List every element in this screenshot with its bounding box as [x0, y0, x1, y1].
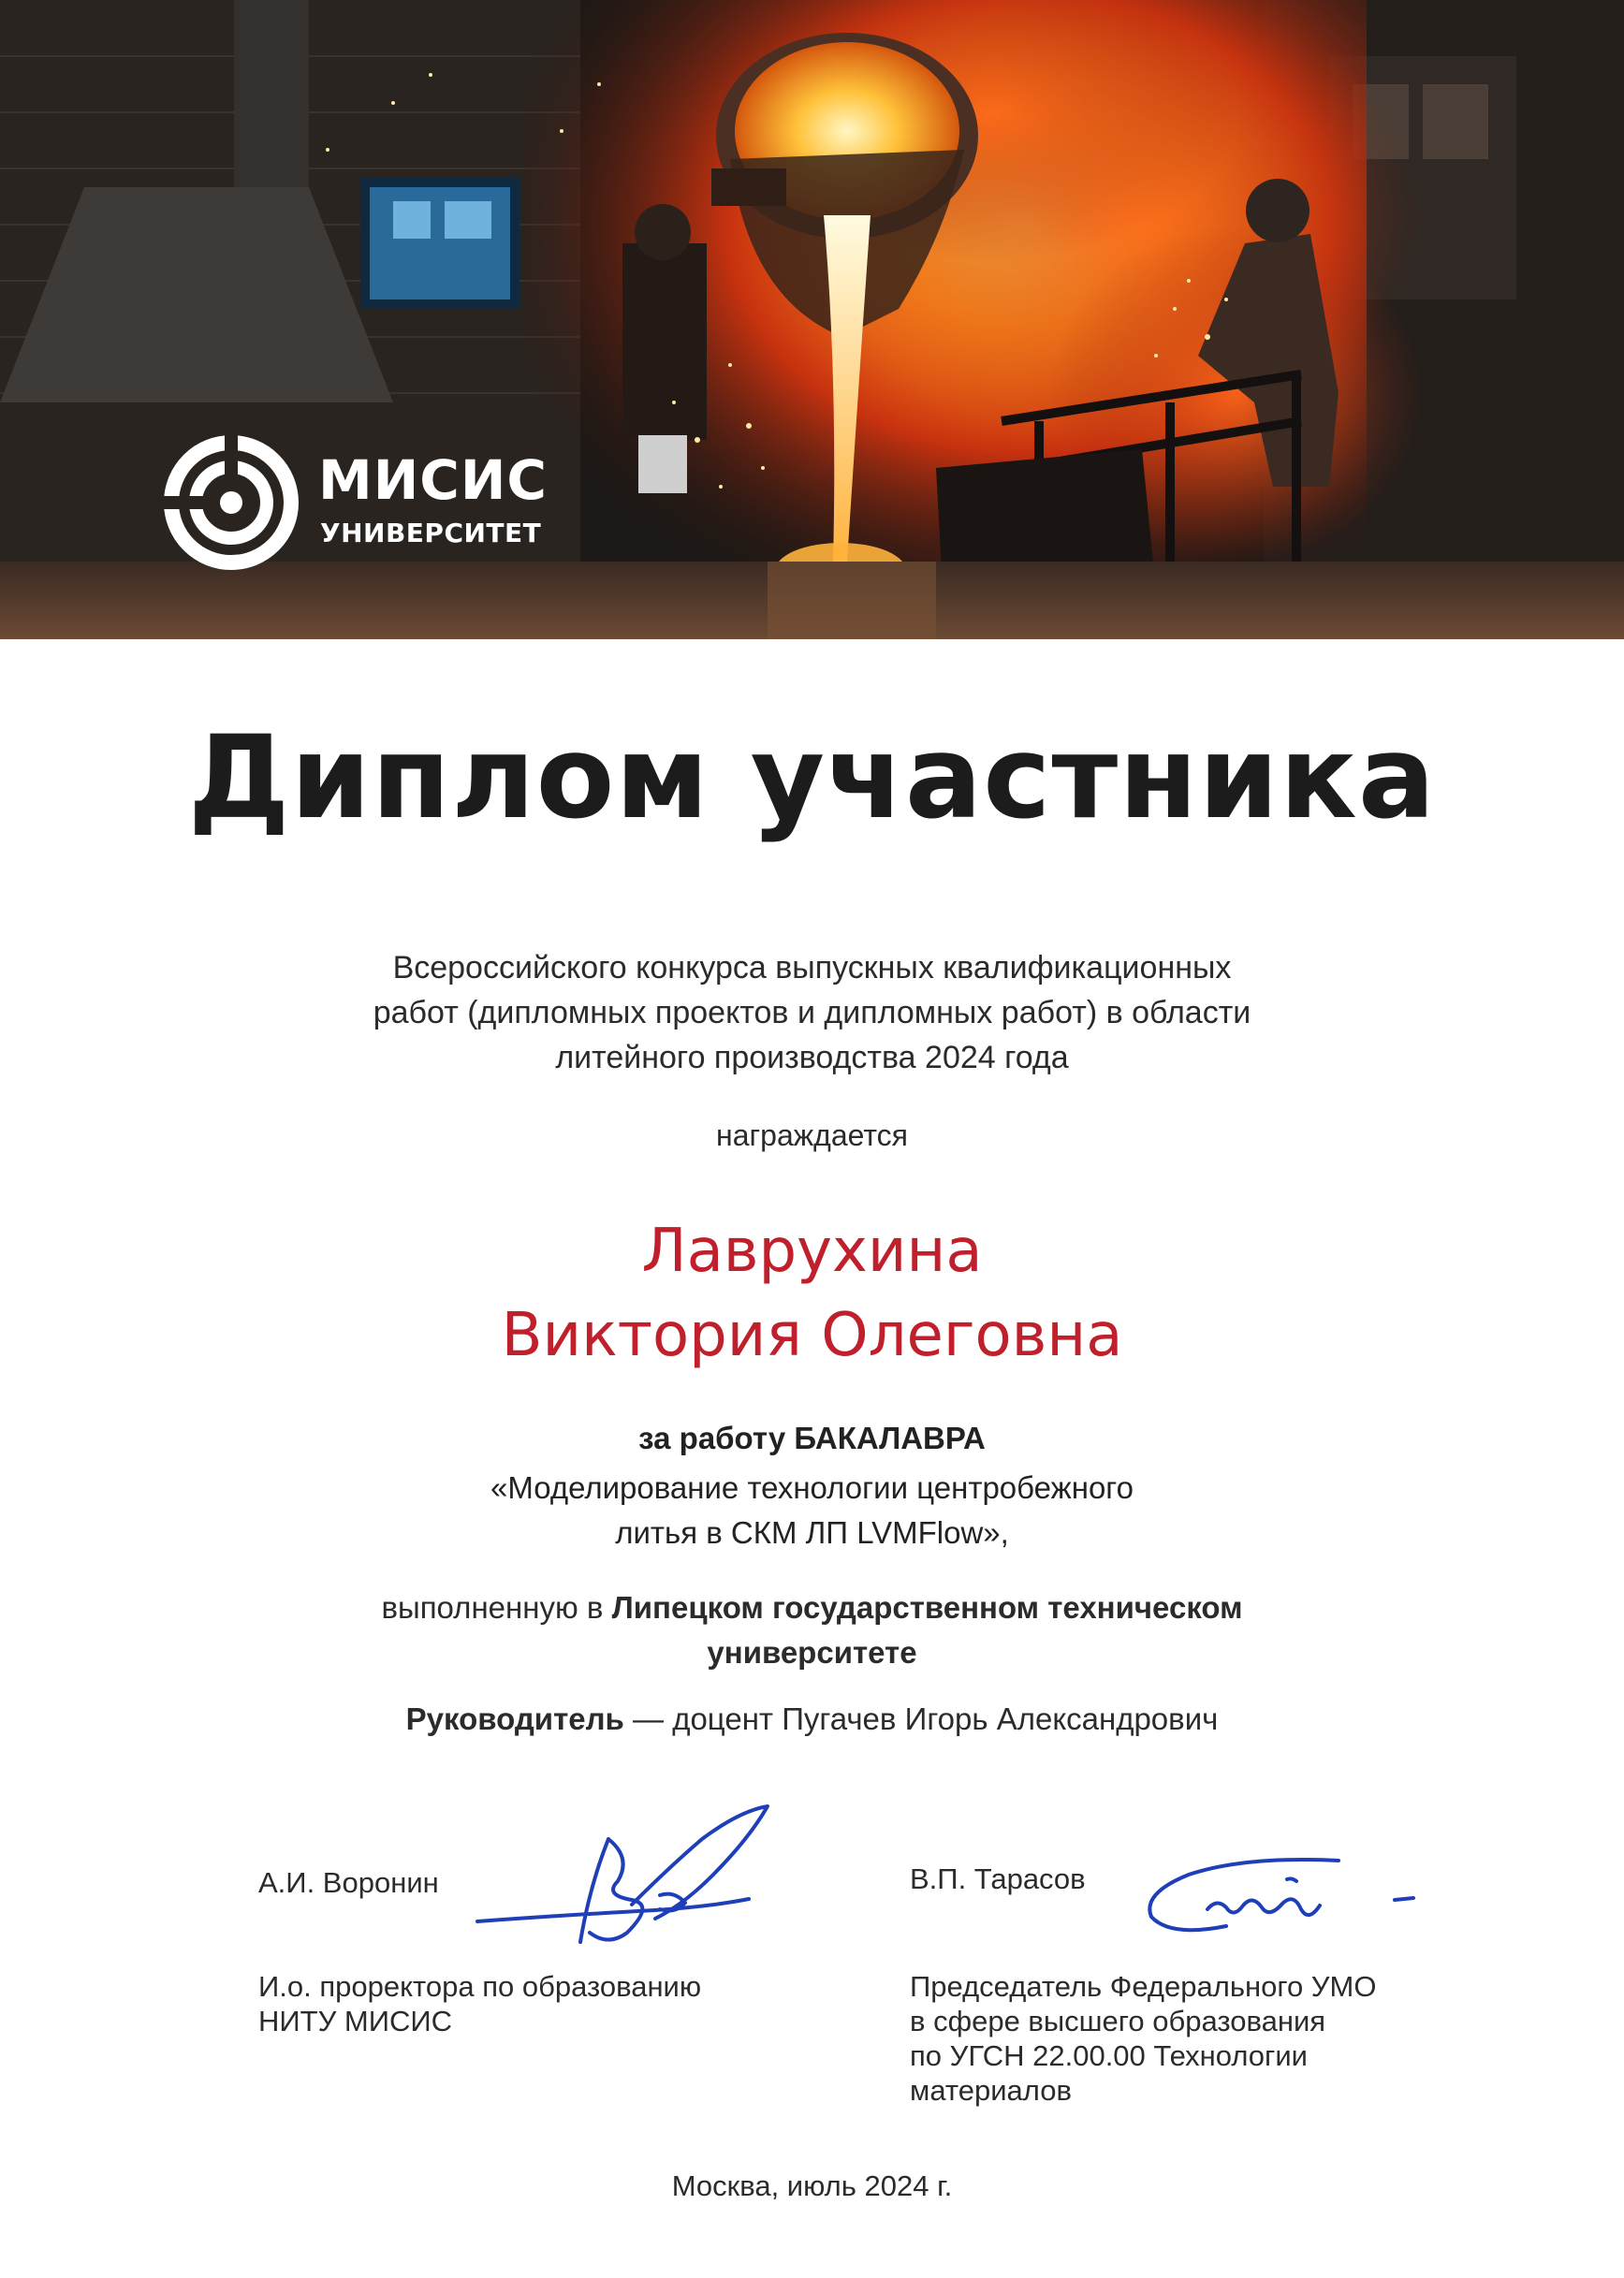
work-title-line-1: «Моделирование технологии центробежного — [490, 1470, 1134, 1505]
recipient-given-names: Виктория Олеговна — [501, 1301, 1123, 1370]
misis-logo — [161, 432, 554, 573]
signatory-right-role-line-2: в сфере высшего образования — [910, 2005, 1326, 2037]
signatory-right-role-line-3: по УГСН 22.00.00 Технологии — [910, 2039, 1308, 2072]
logo-subtitle: УНИВЕРСИТЕТ — [320, 518, 542, 548]
supervisor — [0, 1701, 1624, 1737]
performed-at — [0, 1585, 1624, 1675]
performed-at-line-2 — [0, 1630, 1624, 1675]
recipient-surname: Лаврухина — [641, 1217, 983, 1286]
work-type: за работу БАКАЛАВРА — [638, 1421, 986, 1455]
supervisor-label: Руководитель — [405, 1701, 624, 1736]
signatory-right-role — [910, 1969, 1471, 2108]
awarded-label: награждается — [716, 1118, 908, 1152]
diploma-title: Диплом участника — [187, 711, 1437, 844]
signatory-left-role-line-1: И.о. проректора по образованию — [258, 1970, 702, 2003]
contest-line-2: работ (дипломных проектов и дипломных работ) в области — [373, 995, 1251, 1030]
place-and-date: Москва, июль 2024 г. — [671, 2169, 953, 2202]
contest-line-1: Всероссийского конкурса выпускных квалификационных — [392, 950, 1232, 986]
performed-prefix: выполненную в — [381, 1590, 612, 1625]
signatory-left-role — [258, 1969, 783, 2038]
institution-line-1: Липецком государственном техническом — [611, 1590, 1243, 1625]
signatory-right-role-line-1: Председатель Федерального УМО — [910, 1970, 1377, 2003]
contest-description — [0, 945, 1624, 1080]
header-photo-foundry — [0, 0, 1624, 639]
signatory-right-name: В.П. Тарасов — [910, 1862, 1086, 1895]
signatory-left-name: А.И. Воронин — [258, 1866, 439, 1899]
logo-name: МИСИС — [318, 448, 548, 512]
institution-line-2: университете — [707, 1635, 917, 1670]
signature-right-icon — [1133, 1851, 1432, 1945]
supervisor-name: — доцент Пугачев Игорь Александрович — [623, 1701, 1219, 1736]
signature-left-icon — [468, 1802, 786, 1961]
work-title-line-2: литья в СКМ ЛП LVMFlow», — [615, 1515, 1009, 1550]
misis-logo-mark-icon — [161, 432, 301, 573]
work-title — [0, 1466, 1624, 1555]
signatory-right-role-line-4: материалов — [910, 2074, 1072, 2107]
performed-at-line-1 — [0, 1585, 1624, 1630]
contest-line-3: литейного производства 2024 года — [555, 1040, 1069, 1075]
signatory-left-role-line-2: НИТУ МИСИС — [258, 2005, 453, 2037]
